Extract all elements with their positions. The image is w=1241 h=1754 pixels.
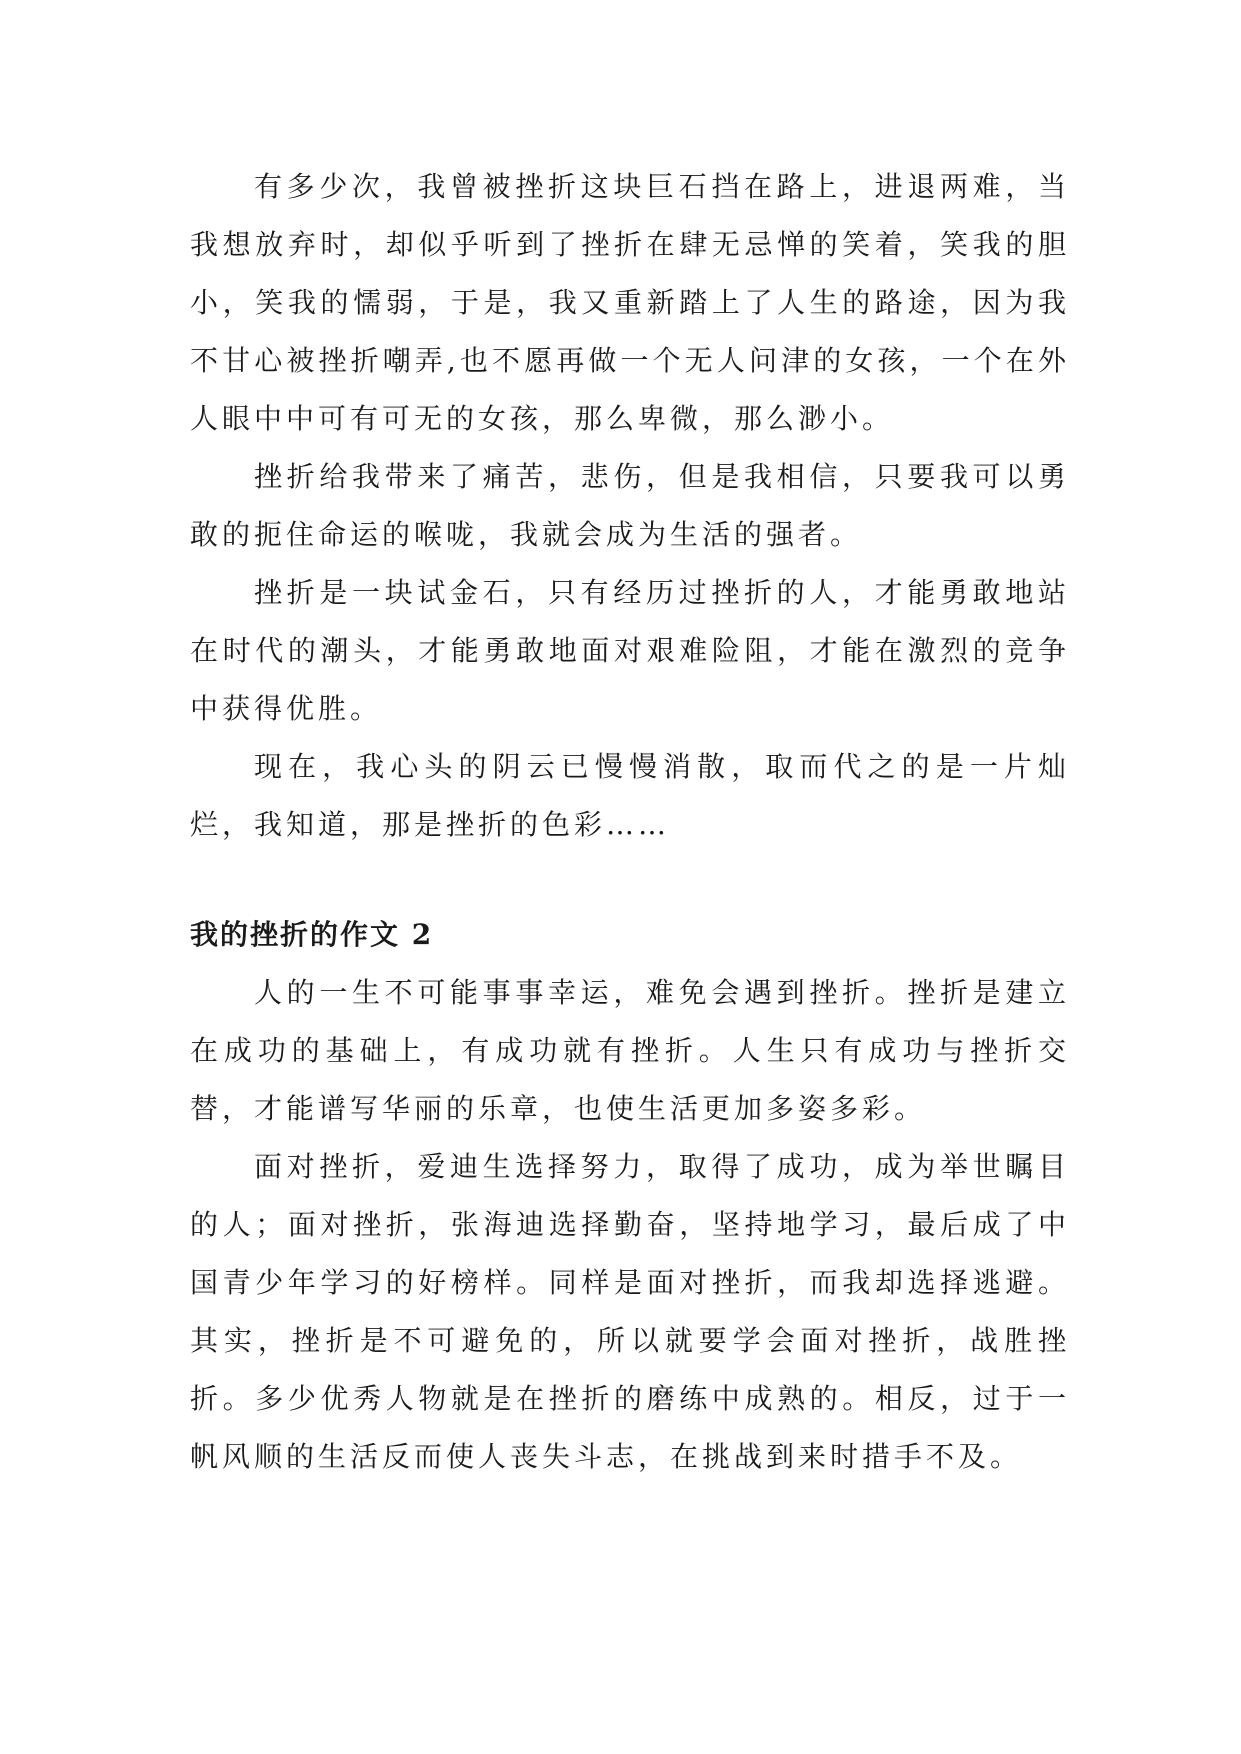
- essay-section-1: [190, 158, 1070, 854]
- essay-title: 我的挫折的作文 2: [190, 918, 434, 951]
- paragraph: 现在，我心头的阴云已慢慢消散，取而代之的是一片灿烂，我知道，那是挫折的色彩……: [190, 750, 1070, 841]
- paragraph: 人的一生不可能事事幸运，难免会遇到挫折。挫折是建立在成功的基础上，有成功就有挫折。人生只有成功与挫折交替，才能谱写华丽的乐章，也使生活更加多姿多彩。: [190, 976, 1070, 1125]
- paragraph: 有多少次，我曾被挫折这块巨石挡在路上，进退两难，当我想放弃时，却似乎听到了挫折在肆无忌惮的笑着，笑我的胆小，笑我的懦弱，于是，我又重新踏上了人生的路途，因为我不甘心被挫折嘲弄,也不愿再做一个无人问津的女孩，一个在外人眼中中可有可无的女孩，那么卑微，那么渺小。: [190, 170, 1070, 435]
- essay-section-2: [190, 906, 1070, 1486]
- paragraph: 挫折是一块试金石，只有经历过挫折的人，才能勇敢地站在时代的潮头，才能勇敢地面对艰难险阻，才能在激烈的竞争中获得优胜。: [190, 576, 1070, 725]
- paragraph: 挫折给我带来了痛苦，悲伤，但是我相信，只要我可以勇敢的扼住命运的喉咙，我就会成为生活的强者。: [190, 460, 1070, 551]
- paragraph: 面对挫折，爱迪生选择努力，取得了成功，成为举世瞩目的人；面对挫折，张海迪选择勤奋，坚持地学习，最后成了中国青少年学习的好榜样。同样是面对挫折，而我却选择逃避。其实，挫折是不可避免的，所以就要学会面对挫折，战胜挫折。多少优秀人物就是在挫折的磨练中成熟的。相反，过于一帆风顺的生活反而使人丧失斗志，在挑战到来时措手不及。: [190, 1150, 1070, 1473]
